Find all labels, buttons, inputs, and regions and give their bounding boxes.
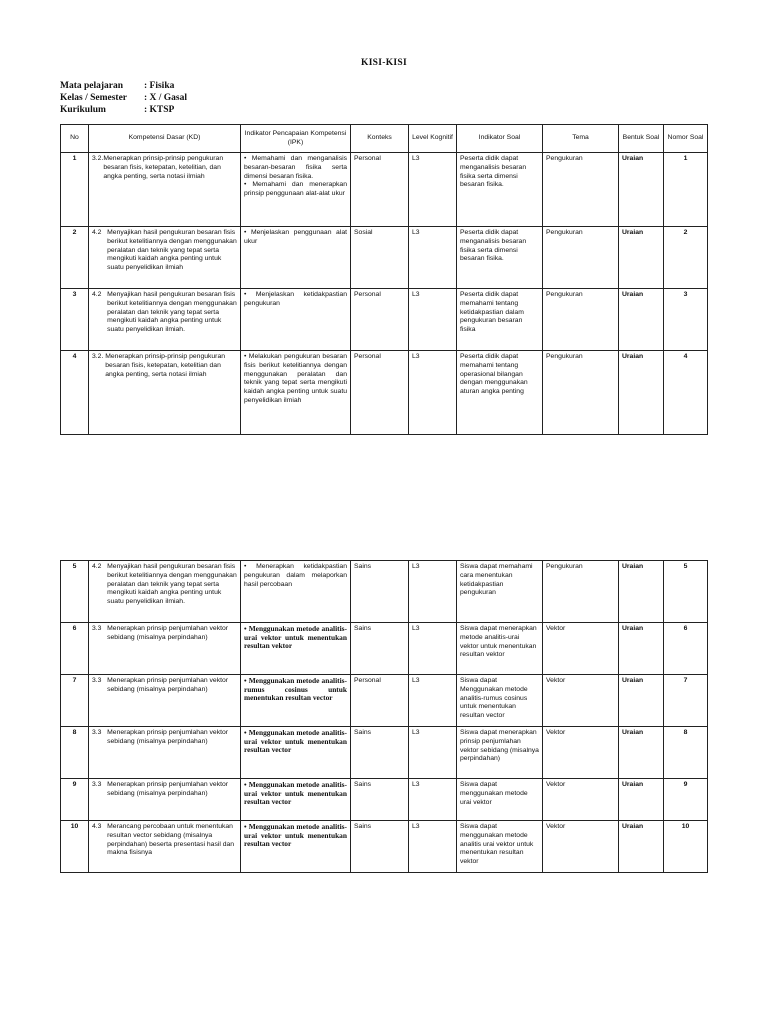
meta-label: Kurikulum	[60, 105, 106, 115]
meta-value: : KTSP	[144, 105, 175, 115]
kd-text	[92, 823, 237, 858]
cell-ipk	[241, 821, 351, 873]
header-nomor: Nomor Soal	[664, 125, 708, 153]
header-no: No	[61, 125, 89, 153]
cell-ipk	[241, 227, 351, 289]
document-meta	[60, 80, 187, 116]
kd-text	[92, 781, 237, 799]
cell-bentuk: Uraian	[619, 351, 664, 435]
cell-tema: Vektor	[543, 623, 619, 675]
cell-ipk	[241, 153, 351, 227]
cell-konteks: Personal	[351, 675, 409, 727]
table-row	[61, 227, 708, 289]
cell-indikator: Siswa dapat menggunakan metode urai vektor	[457, 779, 543, 821]
cell-level: L3	[409, 351, 457, 435]
cell-kd	[89, 561, 241, 623]
cell-level: L3	[409, 227, 457, 289]
cell-nomor: 5	[664, 561, 708, 623]
ipk-item: • Menggunakan metode analitis-rumus cosinus untuk menentukan resultan vector	[244, 676, 347, 703]
cell-indikator: Peserta didik dapat menganalisis besaran fisika serta dimensi besaran fisika.	[457, 153, 543, 227]
cell-level: L3	[409, 727, 457, 779]
cell-indikator: Siswa dapat Menggunakan metode analitis-rumus cosinus untuk menentukan resultan vector	[457, 675, 543, 727]
ipk-item: • Menjelaskan penggunaan alat ukur	[244, 229, 347, 245]
cell-nomor: 3	[664, 289, 708, 351]
table-row	[61, 727, 708, 779]
table-row	[61, 561, 708, 623]
cell-kd	[89, 779, 241, 821]
cell-tema: Vektor	[543, 779, 619, 821]
kd-number: 4.2	[92, 563, 108, 570]
cell-bentuk: Uraian	[619, 227, 664, 289]
kd-description: Menerapkan prinsip-prinsip pengukuran besaran fisis, ketepatan, ketelitian, dan angka penting, serta notasi ilmiah	[103, 155, 224, 180]
cell-nomor: 6	[664, 623, 708, 675]
cell-ipk	[241, 675, 351, 727]
ipk-item: • Menggunakan metode analitis-urai vektor untuk menentukan resultan vector	[244, 728, 347, 755]
cell-bentuk: Uraian	[619, 727, 664, 779]
cell-konteks: Sosial	[351, 227, 409, 289]
kd-number: 3.3	[92, 781, 108, 788]
cell-tema: Pengukuran	[543, 227, 619, 289]
ipk-item: • Memahami dan menganalisis besaran-besaran fisika serta dimensi besaran fisika.	[244, 155, 347, 180]
kd-text	[92, 353, 237, 379]
cell-no: 6	[61, 623, 89, 675]
cell-indikator: Peserta didik dapat memahami tentang ketidakpastian dalam pengukuran besaran fisika	[457, 289, 543, 351]
cell-kd	[89, 821, 241, 873]
meta-row-curriculum	[60, 104, 187, 116]
meta-label: Kelas / Semester	[60, 93, 128, 103]
kd-description: Merancang percobaan untuk menentukan resultan vector sebidang (misalnya perpindahan) beserta presentasi hasil dan makna fisisnya	[107, 823, 235, 857]
cell-nomor: 8	[664, 727, 708, 779]
cell-level: L3	[409, 153, 457, 227]
table-header-row	[61, 125, 708, 153]
cell-nomor: 9	[664, 779, 708, 821]
kd-number: 3.2.	[92, 353, 106, 360]
meta-value: : X / Gasal	[144, 93, 188, 103]
kd-text	[92, 229, 237, 273]
cell-tema: Vektor	[543, 675, 619, 727]
cell-konteks: Sains	[351, 623, 409, 675]
cell-tema: Pengukuran	[543, 561, 619, 623]
ipk-item: • Menggunakan metode analitis-urai vektor untuk menentukan resultan vector	[244, 780, 347, 807]
table-row	[61, 289, 708, 351]
header-konteks: Konteks	[351, 125, 409, 153]
cell-level: L3	[409, 779, 457, 821]
header-tema: Tema	[543, 125, 619, 153]
cell-indikator: Peserta didik dapat memahami tentang operasional bilangan dengan menggunakan aturan angka penting	[457, 351, 543, 435]
ipk-item: • Melakukan pengukuran besaran fisis berikut ketelitiannya dengan menggunakan peralatan dan teknik yang tepat serta mengikuti kaidah angka penting untuk suatu penyelidikan ilmiah	[244, 353, 347, 404]
cell-kd	[89, 351, 241, 435]
header-kd: Kompetensi Dasar (KD)	[89, 125, 241, 153]
cell-nomor: 2	[664, 227, 708, 289]
cell-level: L3	[409, 289, 457, 351]
cell-indikator: Siswa dapat menggunakan metode analitis urai vektor untuk menentukan resultan vektor	[457, 821, 543, 873]
cell-ipk	[241, 289, 351, 351]
cell-no: 1	[61, 153, 89, 227]
cell-nomor: 7	[664, 675, 708, 727]
cell-ipk	[241, 623, 351, 675]
kd-number: 3.3	[92, 729, 108, 736]
cell-konteks: Personal	[351, 351, 409, 435]
document-title: KISI-KISI	[361, 58, 407, 68]
cell-kd	[89, 675, 241, 727]
cell-kd	[89, 623, 241, 675]
header-ipk: Indikator Pencapaian Kompetensi (IPK)	[241, 125, 351, 153]
header-bentuk: Bentuk Soal	[619, 125, 664, 153]
cell-indikator: Peserta didik dapat menganalisis besaran fisika serta dimensi besaran fisika.	[457, 227, 543, 289]
cell-no: 3	[61, 289, 89, 351]
kd-number: 4.2	[92, 229, 108, 236]
kd-description: Menerapkan prinsip penjumlahan vektor sebidang (misalnya perpindahan)	[107, 677, 229, 693]
cell-ipk	[241, 561, 351, 623]
cell-tema: Vektor	[543, 821, 619, 873]
cell-bentuk: Uraian	[619, 779, 664, 821]
cell-bentuk: Uraian	[619, 289, 664, 351]
kd-number: 3.3	[92, 677, 108, 684]
table-row	[61, 675, 708, 727]
cell-konteks: Personal	[351, 153, 409, 227]
kd-text	[92, 563, 237, 607]
cell-level: L3	[409, 561, 457, 623]
kd-number: 4.2	[92, 291, 108, 298]
cell-kd	[89, 153, 241, 227]
cell-no: 10	[61, 821, 89, 873]
cell-level: L3	[409, 675, 457, 727]
cell-ipk	[241, 779, 351, 821]
kd-description: Menerapkan prinsip-prinsip pengukuran besaran fisis, ketepatan, ketelitian dan angka penting, serta notasi ilmiah	[105, 353, 226, 378]
kd-description: Menyajikan hasil pengukuran besaran fisis berikut ketelitiannya dengan menggunakan peralatan dan teknik yang tepat serta mengikuti kaidah angka penting untuk suatu penyelidikan ilmiah.	[107, 563, 237, 606]
cell-konteks: Personal	[351, 289, 409, 351]
cell-kd	[89, 727, 241, 779]
cell-konteks: Sains	[351, 821, 409, 873]
table-row	[61, 153, 708, 227]
cell-indikator: Siswa dapat memahami cara menentukan ketidakpastian pengukuran	[457, 561, 543, 623]
cell-kd	[89, 227, 241, 289]
kisi-kisi-table-2	[60, 560, 708, 873]
kd-text	[92, 677, 237, 695]
kd-number: 3.2.	[92, 155, 104, 162]
meta-row-subject	[60, 80, 187, 92]
cell-no: 2	[61, 227, 89, 289]
ipk-item: • Menjelaskan ketidakpastian pengukuran	[244, 291, 347, 307]
cell-indikator: Siswa dapat menerapkan prinsip penjumlahan vektor sebidang (misalnya perpindahan)	[457, 727, 543, 779]
meta-value: : Fisika	[144, 81, 175, 91]
kd-text	[92, 729, 237, 747]
cell-bentuk: Uraian	[619, 561, 664, 623]
ipk-item: • Menerapkan ketidakpastian pengukuran dalam melaporkan hasil percobaan	[244, 563, 347, 588]
cell-konteks: Sains	[351, 727, 409, 779]
ipk-item: • Menggunakan metode analitis-urai vektor untuk menentukan resultan vector	[244, 822, 347, 849]
cell-no: 8	[61, 727, 89, 779]
cell-no: 7	[61, 675, 89, 727]
kd-number: 3.3	[92, 625, 108, 632]
cell-no: 9	[61, 779, 89, 821]
cell-kd	[89, 289, 241, 351]
kd-description: Menerapkan prinsip penjumlahan vektor sebidang (misalnya perpindahan)	[107, 625, 229, 641]
cell-level: L3	[409, 821, 457, 873]
cell-level: L3	[409, 623, 457, 675]
cell-no: 4	[61, 351, 89, 435]
kd-text	[92, 291, 237, 335]
kisi-kisi-table-1	[60, 124, 708, 435]
header-level: Level Kognitif	[409, 125, 457, 153]
header-indikator: Indikator Soal	[457, 125, 543, 153]
cell-tema: Vektor	[543, 727, 619, 779]
kd-description: Menerapkan prinsip penjumlahan vektor sebidang (misalnya perpindahan)	[107, 729, 229, 745]
kd-description: Menyajikan hasil pengukuran besaran fisis berikut ketelitiannya dengan menggunakan peralatan dan teknik yang tepat serta mengikuti kaidah angka penting untuk suatu penyelidikan ilmiah.	[107, 291, 237, 334]
cell-nomor: 10	[664, 821, 708, 873]
cell-indikator: Siswa dapat menerapkan metode analitis-urai vektor untuk menentukan resultan vektor	[457, 623, 543, 675]
kd-number: 4.3	[92, 823, 108, 830]
kd-description: Menyajikan hasil pengukuran besaran fisis berikut ketelitiannya dengan menggunakan peralatan dan teknik yang tepat serta mengikuti kaidah angka penting untuk suatu penyelidikan ilmiah	[107, 229, 237, 272]
cell-konteks: Sains	[351, 561, 409, 623]
meta-row-class	[60, 92, 187, 104]
cell-ipk	[241, 351, 351, 435]
cell-no: 5	[61, 561, 89, 623]
kd-text	[92, 625, 237, 643]
cell-bentuk: Uraian	[619, 821, 664, 873]
table-row	[61, 351, 708, 435]
kd-text	[92, 155, 237, 181]
ipk-item: • Menggunakan metode analitis-urai vektor untuk menentukan resultan vektor	[244, 624, 347, 651]
cell-tema: Pengukuran	[543, 351, 619, 435]
cell-bentuk: Uraian	[619, 623, 664, 675]
ipk-item: • Memahami dan menerapkan prinsip penggunaan alat-alat ukur	[244, 181, 347, 198]
cell-ipk	[241, 727, 351, 779]
cell-tema: Pengukuran	[543, 289, 619, 351]
cell-nomor: 4	[664, 351, 708, 435]
table-row	[61, 821, 708, 873]
meta-label: Mata pelajaran	[60, 81, 124, 91]
table-row	[61, 623, 708, 675]
cell-tema: Pengukuran	[543, 153, 619, 227]
cell-konteks: Sains	[351, 779, 409, 821]
table-row	[61, 779, 708, 821]
cell-bentuk: Uraian	[619, 153, 664, 227]
kd-description: Menerapkan prinsip penjumlahan vektor sebidang (misalnya perpindahan)	[107, 781, 229, 797]
cell-nomor: 1	[664, 153, 708, 227]
cell-bentuk: Uraian	[619, 675, 664, 727]
